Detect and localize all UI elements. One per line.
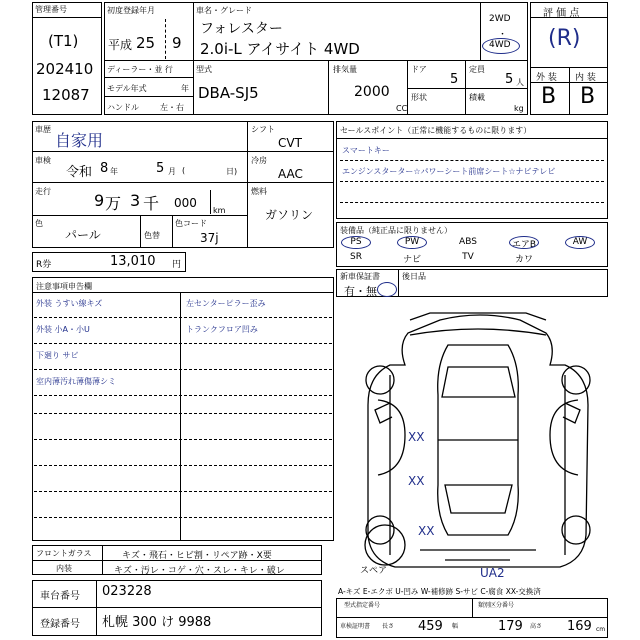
mileage-man-unit: 万 [105,194,122,213]
usage-value: 自家用 [55,131,104,150]
interior-grade-label: 内 装 [575,73,596,83]
category-number-label: 類別区分番号 [478,602,515,609]
recycle-box [32,252,186,272]
ac-value: AAC [278,167,303,181]
height-value: 169 [567,619,592,634]
load-unit: kg [514,104,524,113]
equip-aw-circle [565,236,595,249]
door-label: ドア [411,65,427,74]
plate-value: 札幌 300 け 9988 [102,615,212,630]
inspection-year-unit: 年 [110,167,118,176]
selling-point-2: エンジンスターター☆パワーシート前席シート☆ナビテレビ [342,167,556,176]
venue-code: (T1) [48,32,79,50]
handle-label: ハンドル [107,103,139,112]
model-year-suffix: 年 [181,84,189,93]
equip-airbag-circle [509,236,539,249]
warranty-label: 新車保証書 [340,272,380,281]
note-right-1: 左センターピラー歪み [186,299,266,308]
mileage-sen: 3 [130,191,141,210]
exterior-grade-label: 外 装 [536,73,557,83]
equip-pw: PW [404,237,420,247]
inspection-month-unit: 月 [168,167,176,176]
load-label: 積載 [469,93,485,102]
warranty-value: 有・無 [344,285,377,298]
note-left-3: 下廻り サビ [36,351,79,360]
recycle-label: R券 [36,260,52,270]
exterior-grade: B [541,84,557,109]
note-right-2: トランクフロア凹み [186,325,258,334]
model-year-label: モデル年式 [107,84,147,93]
registration-month: 9 [172,34,182,52]
equip-airbag: エアB [511,240,537,250]
recycle-unit: 円 [172,260,182,270]
displacement-unit: CC [396,104,408,113]
car-grade: 2.0i-L アイサイト 4WD [200,40,360,58]
recycle-value: 13,010 [110,254,156,269]
color-code-label: 色コード [175,219,207,228]
type-value: DBA-SJ5 [198,84,259,102]
color-label: 色 [35,219,43,228]
handle-value: 左・右 [160,103,184,112]
shift-value: CVT [278,136,302,150]
front-glass-label: フロントガラス [36,549,92,558]
drive-4wd: 4WD [489,40,511,50]
door-value: 5 [450,72,459,87]
note-left-4: 室内薄汚れ薄傷薄シミ [36,377,116,386]
inspection-day-open: ( [182,166,186,175]
inspection-era: 令和 [66,165,93,180]
grade-score: (R) [548,26,581,51]
drive-dot: ・ [498,30,508,40]
width-value: 179 [498,619,523,634]
plate-label: 登録番号 [40,619,80,630]
equip-aw: AW [572,237,588,247]
shift-label: シフト [251,125,275,134]
diagram-mark-1: XX [408,430,425,444]
inspection-month: 5 [156,161,165,176]
shape-label: 形状 [411,93,427,102]
diagram-mark-ua2: UA2 [480,566,505,580]
displacement-value: 2000 [354,84,390,100]
diagram-mark-2: XX [408,474,425,488]
mileage-man: 9 [94,191,105,210]
color-code: 37j [200,231,219,245]
capacity-unit: 人 [516,78,524,87]
notes-label: 注意事項申告欄 [36,282,92,291]
diagram-mark-3: XX [418,524,435,538]
first-registration-label: 初度登録年月 [107,6,155,15]
inspection-label: 車検 [35,156,51,165]
equip-leather: カワ [514,255,533,265]
car-name: フォレスター [200,21,283,37]
management-number-line1: 202410 [36,60,94,78]
car-name-label: 車名・グレード [196,6,252,15]
equip-ps: PS [350,237,362,247]
note-left-2: 外装 小A・小U [36,325,90,334]
car-damage-diagram [350,305,605,585]
interior-value: キズ・汚レ・コゲ・穴・スレ・キレ・破レ [114,566,285,576]
certified-number-label: 型式指定番号 [344,602,381,609]
ac-label: 冷房 [251,156,267,165]
interior-grade: B [580,84,596,109]
fuel-label: 燃料 [251,187,267,196]
dimension-unit: cm [596,626,606,633]
later-items-label: 後日品 [402,272,426,281]
interior-label: 内装 [56,564,72,573]
height-label: 高さ [530,623,543,630]
inspection-day-close: 日) [226,167,238,176]
inspection-year: 8 [100,161,109,176]
color-value: パール [65,228,101,242]
mileage-rest: 000 [174,196,197,210]
type-label: 型式 [196,65,212,74]
width-label: 幅 [452,623,459,630]
color-tone-label: 色替 [144,231,160,240]
equip-abs: ABS [459,237,477,247]
length-value: 459 [418,619,443,634]
chassis-value: 023228 [102,584,152,599]
selling-point-1: スマートキー [342,146,390,155]
fuel-value: ガソリン [265,208,314,222]
equip-ps-circle [341,236,371,249]
usage-label: 車歴 [35,125,51,134]
equip-sr: SR [350,252,362,262]
management-number-label: 管理番号 [35,5,67,14]
mileage-sen-unit: 千 [143,194,160,213]
grade-label: 評 価 点 [543,8,580,19]
registration-era: 平成 [108,38,133,52]
chassis-label: 車台番号 [40,591,80,602]
dealer-label: ディーラー・並 行 [107,65,173,74]
spare-label: スペア [360,566,388,576]
registration-year: 25 [136,34,156,52]
management-number-line2: 12087 [42,86,90,104]
certificate-label: 車検証明書 [340,623,371,630]
displacement-label: 排気量 [333,65,357,74]
selling-points-label: セールスポイント（正常に機能するものに限ります） [340,126,532,135]
drive-2wd: 2WD [489,14,511,24]
capacity-label: 定員 [469,65,485,74]
equipment-label: 装備品（純正品に限りません） [340,226,452,235]
warranty-none-circle [377,282,397,297]
equip-navi: ナビ [402,255,421,265]
front-glass-value: キズ・飛石・ヒビ割・リペア跡・X要 [122,551,272,561]
equip-tv: TV [462,252,474,262]
mileage-unit: km [213,206,226,215]
length-label: 長さ [382,623,395,630]
damage-legend: A-キズ E-エクボ U-凹み W-補修跡 S-サビ C-腐食 XX-交換済 [338,587,541,596]
mileage-label: 走行 [35,187,51,196]
equip-pw-circle [397,236,427,249]
capacity-value: 5 [505,72,514,87]
note-left-1: 外装 うすい線キズ [36,299,103,308]
